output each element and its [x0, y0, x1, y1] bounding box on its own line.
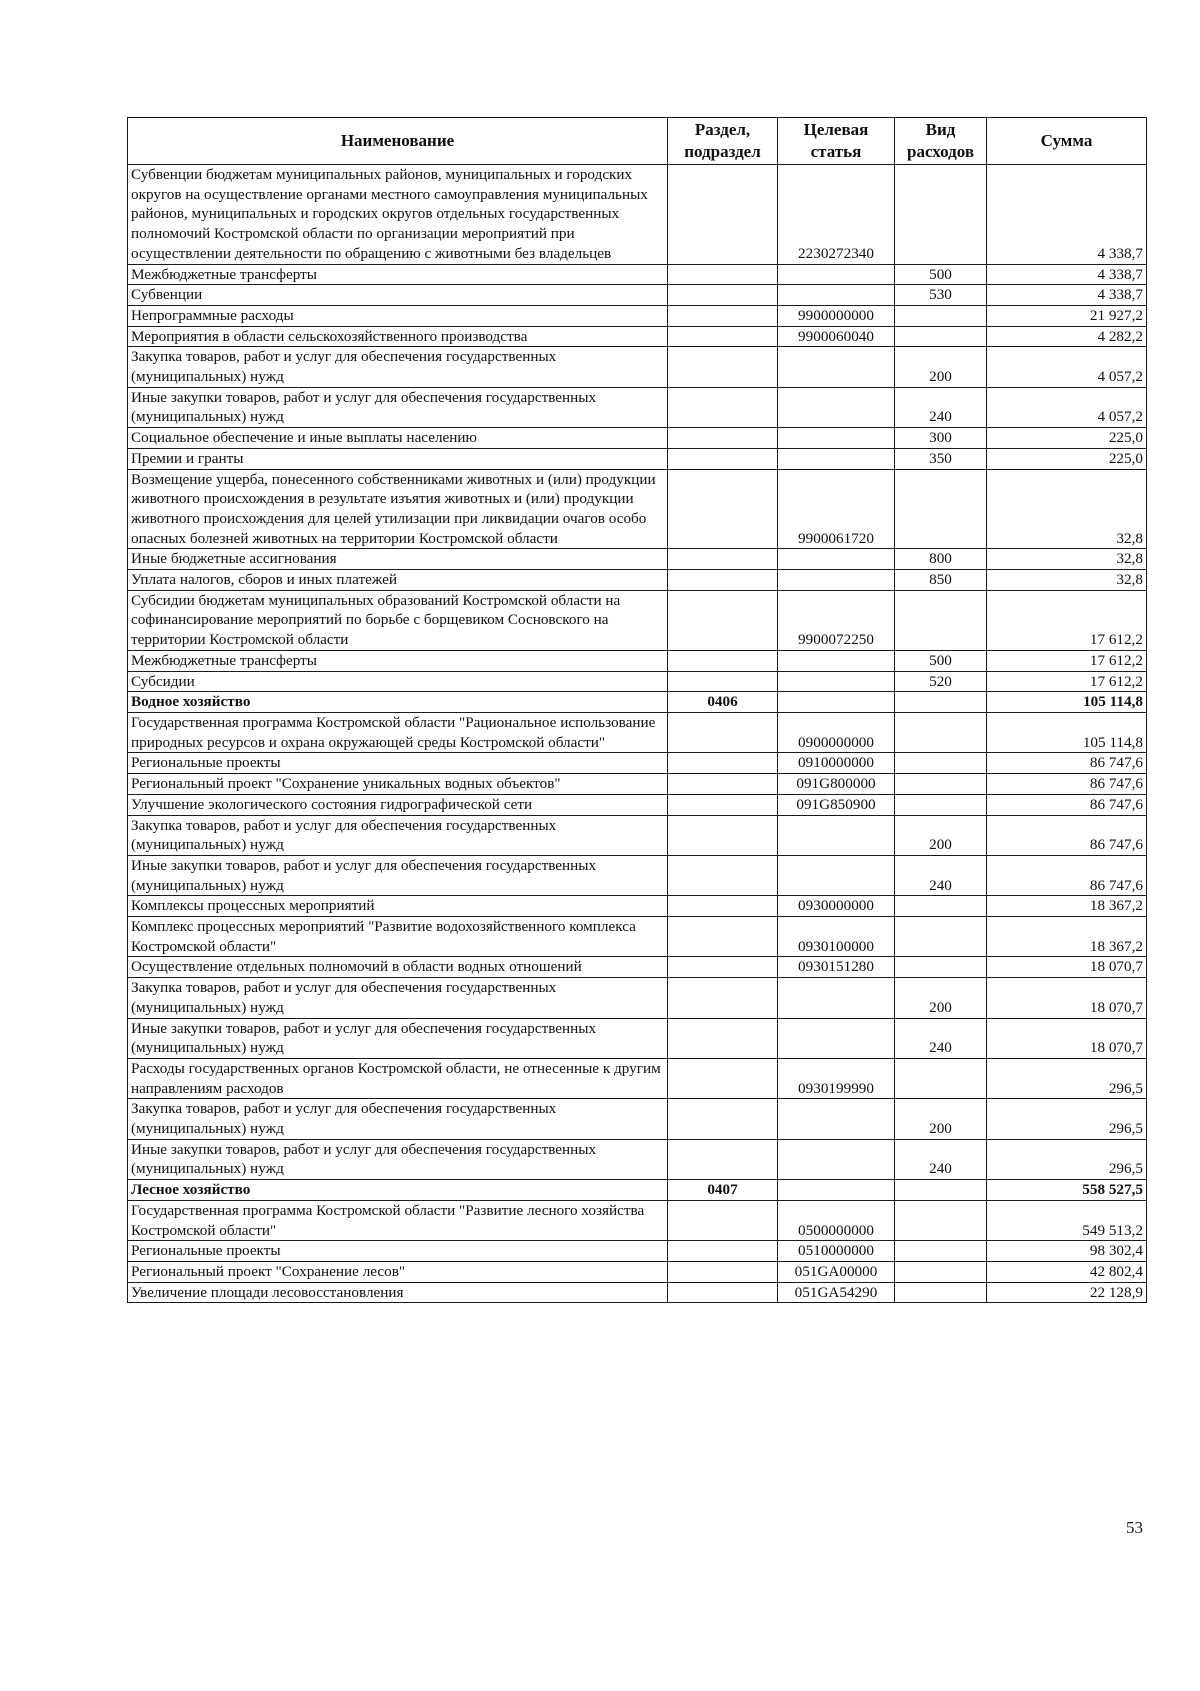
cell-sum: 98 302,4 — [987, 1241, 1147, 1262]
cell-section — [668, 650, 778, 671]
cell-section — [668, 1282, 778, 1303]
cell-target: 0510000000 — [778, 1241, 895, 1262]
cell-sum: 549 513,2 — [987, 1200, 1147, 1240]
cell-section: 0406 — [668, 692, 778, 713]
cell-section — [668, 1018, 778, 1058]
table-row — [128, 305, 1147, 326]
cell-expense: 240 — [895, 1139, 987, 1179]
cell-expense: 350 — [895, 448, 987, 469]
cell-name: Иные бюджетные ассигнования — [128, 549, 668, 570]
cell-section — [668, 957, 778, 978]
cell-expense — [895, 165, 987, 265]
cell-expense: 500 — [895, 650, 987, 671]
cell-target — [778, 347, 895, 387]
table-row — [128, 815, 1147, 855]
header-target: Целевая статья — [778, 118, 895, 165]
cell-sum: 18 367,2 — [987, 896, 1147, 917]
cell-sum: 86 747,6 — [987, 794, 1147, 815]
cell-expense — [895, 469, 987, 549]
cell-section — [668, 590, 778, 650]
table-row — [128, 387, 1147, 427]
cell-target — [778, 1018, 895, 1058]
table-row — [128, 692, 1147, 713]
cell-sum: 4 057,2 — [987, 387, 1147, 427]
table-row — [128, 264, 1147, 285]
cell-section — [668, 774, 778, 795]
cell-expense — [895, 1200, 987, 1240]
cell-sum: 558 527,5 — [987, 1180, 1147, 1201]
cell-expense: 240 — [895, 855, 987, 895]
cell-section — [668, 285, 778, 306]
table-body — [128, 165, 1147, 1303]
cell-name: Межбюджетные трансферты — [128, 650, 668, 671]
cell-target — [778, 428, 895, 449]
cell-target: 0930100000 — [778, 917, 895, 957]
cell-sum: 32,8 — [987, 570, 1147, 591]
cell-section — [668, 815, 778, 855]
cell-sum: 4 338,7 — [987, 264, 1147, 285]
cell-name: Расходы государственных органов Костромской области, не отнесенные к другим направлениям расходов — [128, 1058, 668, 1098]
cell-name: Региональный проект "Сохранение уникальных водных объектов" — [128, 774, 668, 795]
cell-section — [668, 712, 778, 752]
cell-name: Осуществление отдельных полномочий в области водных отношений — [128, 957, 668, 978]
cell-name: Возмещение ущерба, понесенного собственниками животных и (или) продукции животного происхождения в результате изъятия животных и (или) продукции животного происхождения для целей утилизации при ликвидации очагов особо опасных болезней животных на территории Костромской области — [128, 469, 668, 549]
cell-target: 051GA54290 — [778, 1282, 895, 1303]
cell-name: Уплата налогов, сборов и иных платежей — [128, 570, 668, 591]
cell-target — [778, 815, 895, 855]
cell-sum: 296,5 — [987, 1099, 1147, 1139]
table-row — [128, 896, 1147, 917]
cell-target: 9900072250 — [778, 590, 895, 650]
header-section: Раздел, подраздел — [668, 118, 778, 165]
cell-section — [668, 305, 778, 326]
table-row — [128, 712, 1147, 752]
cell-target — [778, 1139, 895, 1179]
cell-name: Субвенции бюджетам муниципальных районов, муниципальных и городских округов на осуществление органами местного самоуправления муниципальных районов, муниципальных и городских округов отдельных государственных полномочий Костромской области по организации мероприятий при осуществлении деятельности по обращению с животными без владельцев — [128, 165, 668, 265]
cell-sum: 32,8 — [987, 469, 1147, 549]
cell-sum: 296,5 — [987, 1058, 1147, 1098]
cell-expense: 800 — [895, 549, 987, 570]
table-row — [128, 347, 1147, 387]
cell-sum: 4 282,2 — [987, 326, 1147, 347]
table-row — [128, 590, 1147, 650]
cell-expense — [895, 1282, 987, 1303]
cell-target — [778, 570, 895, 591]
header-sum: Сумма — [987, 118, 1147, 165]
table-row — [128, 285, 1147, 306]
cell-name: Иные закупки товаров, работ и услуг для обеспечения государственных (муниципальных) нужд — [128, 855, 668, 895]
cell-name: Комплекс процессных мероприятий "Развитие водохозяйственного комплекса Костромской области" — [128, 917, 668, 957]
table-row — [128, 650, 1147, 671]
cell-section — [668, 428, 778, 449]
cell-sum: 42 802,4 — [987, 1261, 1147, 1282]
cell-target — [778, 692, 895, 713]
cell-expense — [895, 896, 987, 917]
table-row — [128, 671, 1147, 692]
cell-sum: 17 612,2 — [987, 650, 1147, 671]
table-row — [128, 1241, 1147, 1262]
cell-sum: 86 747,6 — [987, 815, 1147, 855]
cell-name: Закупка товаров, работ и услуг для обеспечения государственных (муниципальных) нужд — [128, 978, 668, 1018]
cell-sum: 4 338,7 — [987, 165, 1147, 265]
table-row — [128, 978, 1147, 1018]
cell-name: Субсидии — [128, 671, 668, 692]
cell-sum: 18 070,7 — [987, 1018, 1147, 1058]
cell-name: Закупка товаров, работ и услуг для обеспечения государственных (муниципальных) нужд — [128, 1099, 668, 1139]
cell-name: Субвенции — [128, 285, 668, 306]
cell-section — [668, 264, 778, 285]
cell-section — [668, 978, 778, 1018]
cell-sum: 105 114,8 — [987, 692, 1147, 713]
cell-section — [668, 1099, 778, 1139]
cell-target — [778, 1099, 895, 1139]
cell-section — [668, 671, 778, 692]
cell-expense: 200 — [895, 1099, 987, 1139]
cell-name: Региональный проект "Сохранение лесов" — [128, 1261, 668, 1282]
cell-section — [668, 570, 778, 591]
cell-name: Межбюджетные трансферты — [128, 264, 668, 285]
cell-expense — [895, 326, 987, 347]
budget-table-sheet — [127, 117, 1146, 1303]
cell-target: 9900061720 — [778, 469, 895, 549]
cell-sum: 18 070,7 — [987, 978, 1147, 1018]
cell-target — [778, 448, 895, 469]
budget-table — [127, 117, 1147, 1303]
cell-target: 051GA00000 — [778, 1261, 895, 1282]
table-row — [128, 774, 1147, 795]
cell-sum: 296,5 — [987, 1139, 1147, 1179]
cell-section — [668, 1058, 778, 1098]
cell-expense — [895, 1241, 987, 1262]
cell-name: Водное хозяйство — [128, 692, 668, 713]
cell-name: Увеличение площади лесовосстановления — [128, 1282, 668, 1303]
cell-expense: 200 — [895, 978, 987, 1018]
cell-expense — [895, 753, 987, 774]
table-row — [128, 753, 1147, 774]
cell-expense — [895, 1261, 987, 1282]
cell-name: Региональные проекты — [128, 753, 668, 774]
cell-target — [778, 387, 895, 427]
table-row — [128, 326, 1147, 347]
cell-section — [668, 917, 778, 957]
header-expense: Вид расходов — [895, 118, 987, 165]
cell-expense: 200 — [895, 347, 987, 387]
cell-name: Региональные проекты — [128, 1241, 668, 1262]
cell-expense — [895, 712, 987, 752]
cell-expense — [895, 1180, 987, 1201]
table-row — [128, 917, 1147, 957]
cell-name: Субсидии бюджетам муниципальных образований Костромской области на софинансирование мероприятий по борьбе с борщевиком Сосновского на территории Костромской области — [128, 590, 668, 650]
cell-expense: 520 — [895, 671, 987, 692]
cell-expense — [895, 774, 987, 795]
cell-name: Непрограммные расходы — [128, 305, 668, 326]
cell-section — [668, 549, 778, 570]
cell-target: 9900060040 — [778, 326, 895, 347]
cell-target — [778, 855, 895, 895]
cell-target — [778, 549, 895, 570]
cell-expense — [895, 305, 987, 326]
cell-name: Иные закупки товаров, работ и услуг для обеспечения государственных (муниципальных) нужд — [128, 387, 668, 427]
cell-expense — [895, 1058, 987, 1098]
cell-expense — [895, 590, 987, 650]
cell-sum: 105 114,8 — [987, 712, 1147, 752]
cell-target: 0930199990 — [778, 1058, 895, 1098]
cell-section — [668, 469, 778, 549]
cell-expense — [895, 957, 987, 978]
cell-target — [778, 671, 895, 692]
table-row — [128, 549, 1147, 570]
cell-name: Государственная программа Костромской области "Рациональное использование природных ресурсов и охрана окружающей среды Костромской области" — [128, 712, 668, 752]
table-row — [128, 1058, 1147, 1098]
cell-section: 0407 — [668, 1180, 778, 1201]
cell-expense: 240 — [895, 1018, 987, 1058]
table-row — [128, 448, 1147, 469]
cell-target: 0900000000 — [778, 712, 895, 752]
cell-section — [668, 794, 778, 815]
table-row — [128, 957, 1147, 978]
cell-expense — [895, 794, 987, 815]
cell-target: 9900000000 — [778, 305, 895, 326]
cell-name: Государственная программа Костромской области "Развитие лесного хозяйства Костромской области" — [128, 1200, 668, 1240]
table-row — [128, 1018, 1147, 1058]
table-row — [128, 428, 1147, 449]
cell-sum: 4 057,2 — [987, 347, 1147, 387]
cell-expense — [895, 692, 987, 713]
cell-sum: 22 128,9 — [987, 1282, 1147, 1303]
cell-target: 091G800000 — [778, 774, 895, 795]
cell-name: Лесное хозяйство — [128, 1180, 668, 1201]
cell-name: Социальное обеспечение и иные выплаты населению — [128, 428, 668, 449]
cell-target — [778, 978, 895, 1018]
cell-name: Улучшение экологического состояния гидрографической сети — [128, 794, 668, 815]
cell-sum: 17 612,2 — [987, 671, 1147, 692]
cell-target — [778, 264, 895, 285]
table-row — [128, 794, 1147, 815]
table-row — [128, 165, 1147, 265]
cell-section — [668, 448, 778, 469]
cell-sum: 17 612,2 — [987, 590, 1147, 650]
cell-target: 0930000000 — [778, 896, 895, 917]
table-row — [128, 1261, 1147, 1282]
cell-expense: 300 — [895, 428, 987, 449]
cell-section — [668, 896, 778, 917]
table-row — [128, 1099, 1147, 1139]
cell-target: 2230272340 — [778, 165, 895, 265]
cell-sum: 225,0 — [987, 428, 1147, 449]
cell-sum: 225,0 — [987, 448, 1147, 469]
cell-sum: 21 927,2 — [987, 305, 1147, 326]
table-row — [128, 1282, 1147, 1303]
cell-section — [668, 1200, 778, 1240]
cell-sum: 4 338,7 — [987, 285, 1147, 306]
cell-target: 091G850900 — [778, 794, 895, 815]
cell-section — [668, 1241, 778, 1262]
cell-target: 0500000000 — [778, 1200, 895, 1240]
cell-name: Премии и гранты — [128, 448, 668, 469]
table-row — [128, 1139, 1147, 1179]
cell-name: Мероприятия в области сельскохозяйственного производства — [128, 326, 668, 347]
cell-target: 0910000000 — [778, 753, 895, 774]
cell-target: 0930151280 — [778, 957, 895, 978]
cell-section — [668, 387, 778, 427]
table-row — [128, 469, 1147, 549]
cell-expense: 500 — [895, 264, 987, 285]
header-name: Наименование — [128, 118, 668, 165]
cell-expense: 850 — [895, 570, 987, 591]
cell-section — [668, 1139, 778, 1179]
cell-target — [778, 650, 895, 671]
page-number: 53 — [1126, 1518, 1143, 1537]
cell-section — [668, 855, 778, 895]
cell-name: Закупка товаров, работ и услуг для обеспечения государственных (муниципальных) нужд — [128, 815, 668, 855]
cell-section — [668, 326, 778, 347]
table-row — [128, 855, 1147, 895]
cell-name: Иные закупки товаров, работ и услуг для обеспечения государственных (муниципальных) нужд — [128, 1139, 668, 1179]
cell-expense — [895, 917, 987, 957]
cell-section — [668, 753, 778, 774]
cell-sum: 86 747,6 — [987, 753, 1147, 774]
cell-section — [668, 347, 778, 387]
cell-name: Комплексы процессных мероприятий — [128, 896, 668, 917]
cell-section — [668, 1261, 778, 1282]
cell-expense: 530 — [895, 285, 987, 306]
table-row — [128, 570, 1147, 591]
cell-name: Закупка товаров, работ и услуг для обеспечения государственных (муниципальных) нужд — [128, 347, 668, 387]
cell-target — [778, 1180, 895, 1201]
cell-sum: 32,8 — [987, 549, 1147, 570]
cell-sum: 18 367,2 — [987, 917, 1147, 957]
cell-target — [778, 285, 895, 306]
table-row — [128, 1200, 1147, 1240]
cell-sum: 86 747,6 — [987, 855, 1147, 895]
table-header-row — [128, 118, 1147, 165]
cell-expense: 200 — [895, 815, 987, 855]
cell-expense: 240 — [895, 387, 987, 427]
cell-name: Иные закупки товаров, работ и услуг для обеспечения государственных (муниципальных) нужд — [128, 1018, 668, 1058]
cell-section — [668, 165, 778, 265]
cell-sum: 86 747,6 — [987, 774, 1147, 795]
table-row — [128, 1180, 1147, 1201]
cell-sum: 18 070,7 — [987, 957, 1147, 978]
